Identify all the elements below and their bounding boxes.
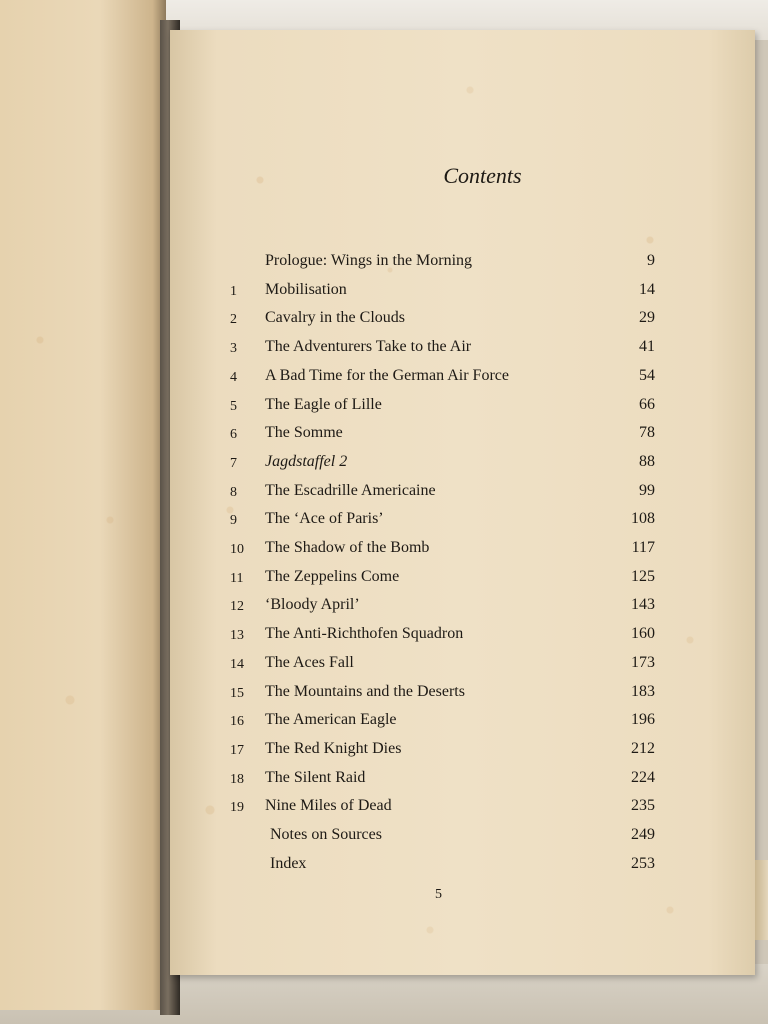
toc-entry bbox=[170, 510, 755, 534]
left-facing-page bbox=[0, 0, 166, 1010]
chapter-page: 41 bbox=[639, 338, 655, 356]
chapter-number: 10 bbox=[230, 542, 244, 557]
chapter-number: 13 bbox=[230, 628, 244, 644]
chapter-page: 117 bbox=[631, 539, 655, 556]
chapter-title: Cavalry in the Clouds bbox=[265, 309, 405, 327]
chapter-number: 9 bbox=[230, 513, 237, 529]
chapter-page: 88 bbox=[639, 452, 655, 470]
chapter-page: 78 bbox=[639, 424, 655, 442]
toc-entry bbox=[170, 309, 755, 333]
chapter-title: The ‘Ace of Paris’ bbox=[265, 510, 384, 528]
toc-entry bbox=[170, 855, 755, 879]
chapter-page: 108 bbox=[631, 510, 655, 528]
chapter-title: Notes on Sources bbox=[270, 826, 382, 843]
chapter-number: 4 bbox=[230, 369, 237, 385]
toc-entry bbox=[170, 367, 755, 391]
chapter-number: 15 bbox=[230, 685, 244, 701]
toc-entry bbox=[170, 396, 755, 420]
chapter-number: 14 bbox=[230, 656, 244, 672]
chapter-page: 14 bbox=[639, 280, 655, 298]
chapter-page: 224 bbox=[631, 768, 655, 786]
chapter-page: 212 bbox=[631, 739, 655, 757]
toc-entry bbox=[170, 281, 755, 305]
toc-entry bbox=[170, 654, 755, 678]
toc-entry bbox=[170, 740, 755, 764]
chapter-page: 235 bbox=[631, 797, 655, 815]
toc-entry bbox=[170, 539, 755, 563]
chapter-page: 143 bbox=[631, 596, 655, 614]
chapter-number: 16 bbox=[230, 714, 244, 730]
chapter-page: 160 bbox=[631, 625, 655, 643]
toc-entry bbox=[170, 711, 755, 735]
chapter-title: Index bbox=[270, 854, 307, 872]
chapter-title: The Mountains and the Deserts bbox=[265, 682, 465, 700]
toc-entry bbox=[170, 769, 755, 793]
toc-entry bbox=[170, 482, 755, 506]
chapter-page: 54 bbox=[639, 366, 655, 384]
chapter-title: Jagdstaffel 2 bbox=[265, 452, 348, 470]
chapter-title: The Red Knight Dies bbox=[265, 739, 402, 757]
chapter-title: The Somme bbox=[265, 424, 343, 442]
toc-entry bbox=[170, 252, 755, 276]
toc-entry bbox=[170, 826, 755, 850]
chapter-number: 8 bbox=[230, 484, 237, 500]
chapter-page: 66 bbox=[639, 395, 655, 413]
chapter-number: 19 bbox=[230, 800, 244, 816]
toc-entry bbox=[170, 596, 755, 620]
chapter-number: 17 bbox=[230, 742, 244, 758]
chapter-title: ‘Bloody April’ bbox=[265, 596, 360, 614]
contents-heading: Contents bbox=[443, 163, 522, 188]
chapter-number: 6 bbox=[230, 427, 237, 443]
toc-entry bbox=[170, 453, 755, 477]
chapter-page: 249 bbox=[631, 826, 655, 843]
chapter-title: The Eagle of Lille bbox=[265, 395, 382, 413]
chapter-title: Nine Miles of Dead bbox=[265, 797, 392, 815]
toc-entry bbox=[170, 683, 755, 707]
chapter-page: 125 bbox=[631, 567, 655, 585]
chapter-number: 7 bbox=[230, 455, 237, 471]
chapter-number: 2 bbox=[230, 312, 237, 328]
toc-entry bbox=[170, 568, 755, 592]
chapter-title: The Silent Raid bbox=[265, 768, 366, 786]
chapter-number: 1 bbox=[230, 283, 237, 299]
toc-entry bbox=[170, 797, 755, 821]
chapter-number: 18 bbox=[230, 771, 244, 787]
page-number: 5 bbox=[435, 887, 442, 902]
toc-entry bbox=[170, 338, 755, 362]
chapter-title: The Zeppelins Come bbox=[265, 567, 400, 585]
chapter-number: 12 bbox=[230, 599, 244, 615]
chapter-title: The Aces Fall bbox=[265, 653, 354, 671]
chapter-page: 253 bbox=[631, 854, 655, 872]
chapter-number: 3 bbox=[230, 341, 237, 357]
chapter-title: The American Eagle bbox=[265, 711, 397, 729]
page-edge bbox=[755, 860, 768, 940]
toc-entry bbox=[170, 625, 755, 649]
chapter-number: 5 bbox=[230, 398, 237, 414]
contents-page bbox=[170, 30, 755, 975]
chapter-title: The Adventurers Take to the Air bbox=[265, 338, 472, 356]
toc-entry bbox=[170, 424, 755, 448]
chapter-page: 196 bbox=[631, 711, 655, 729]
chapter-number: 11 bbox=[230, 570, 244, 586]
chapter-title: Prologue: Wings in the Morning bbox=[265, 252, 473, 269]
chapter-title: The Anti-Richthofen Squadron bbox=[265, 625, 464, 643]
chapter-title: The Escadrille Americaine bbox=[265, 481, 436, 499]
chapter-page: 183 bbox=[631, 682, 655, 700]
chapter-page: 9 bbox=[647, 252, 655, 269]
chapter-title: A Bad Time for the German Air Force bbox=[265, 366, 509, 384]
chapter-title: Mobilisation bbox=[265, 280, 347, 298]
chapter-page: 99 bbox=[639, 481, 655, 499]
chapter-title: The Shadow of the Bomb bbox=[265, 539, 430, 556]
chapter-page: 173 bbox=[631, 653, 655, 671]
chapter-page: 29 bbox=[639, 309, 655, 327]
